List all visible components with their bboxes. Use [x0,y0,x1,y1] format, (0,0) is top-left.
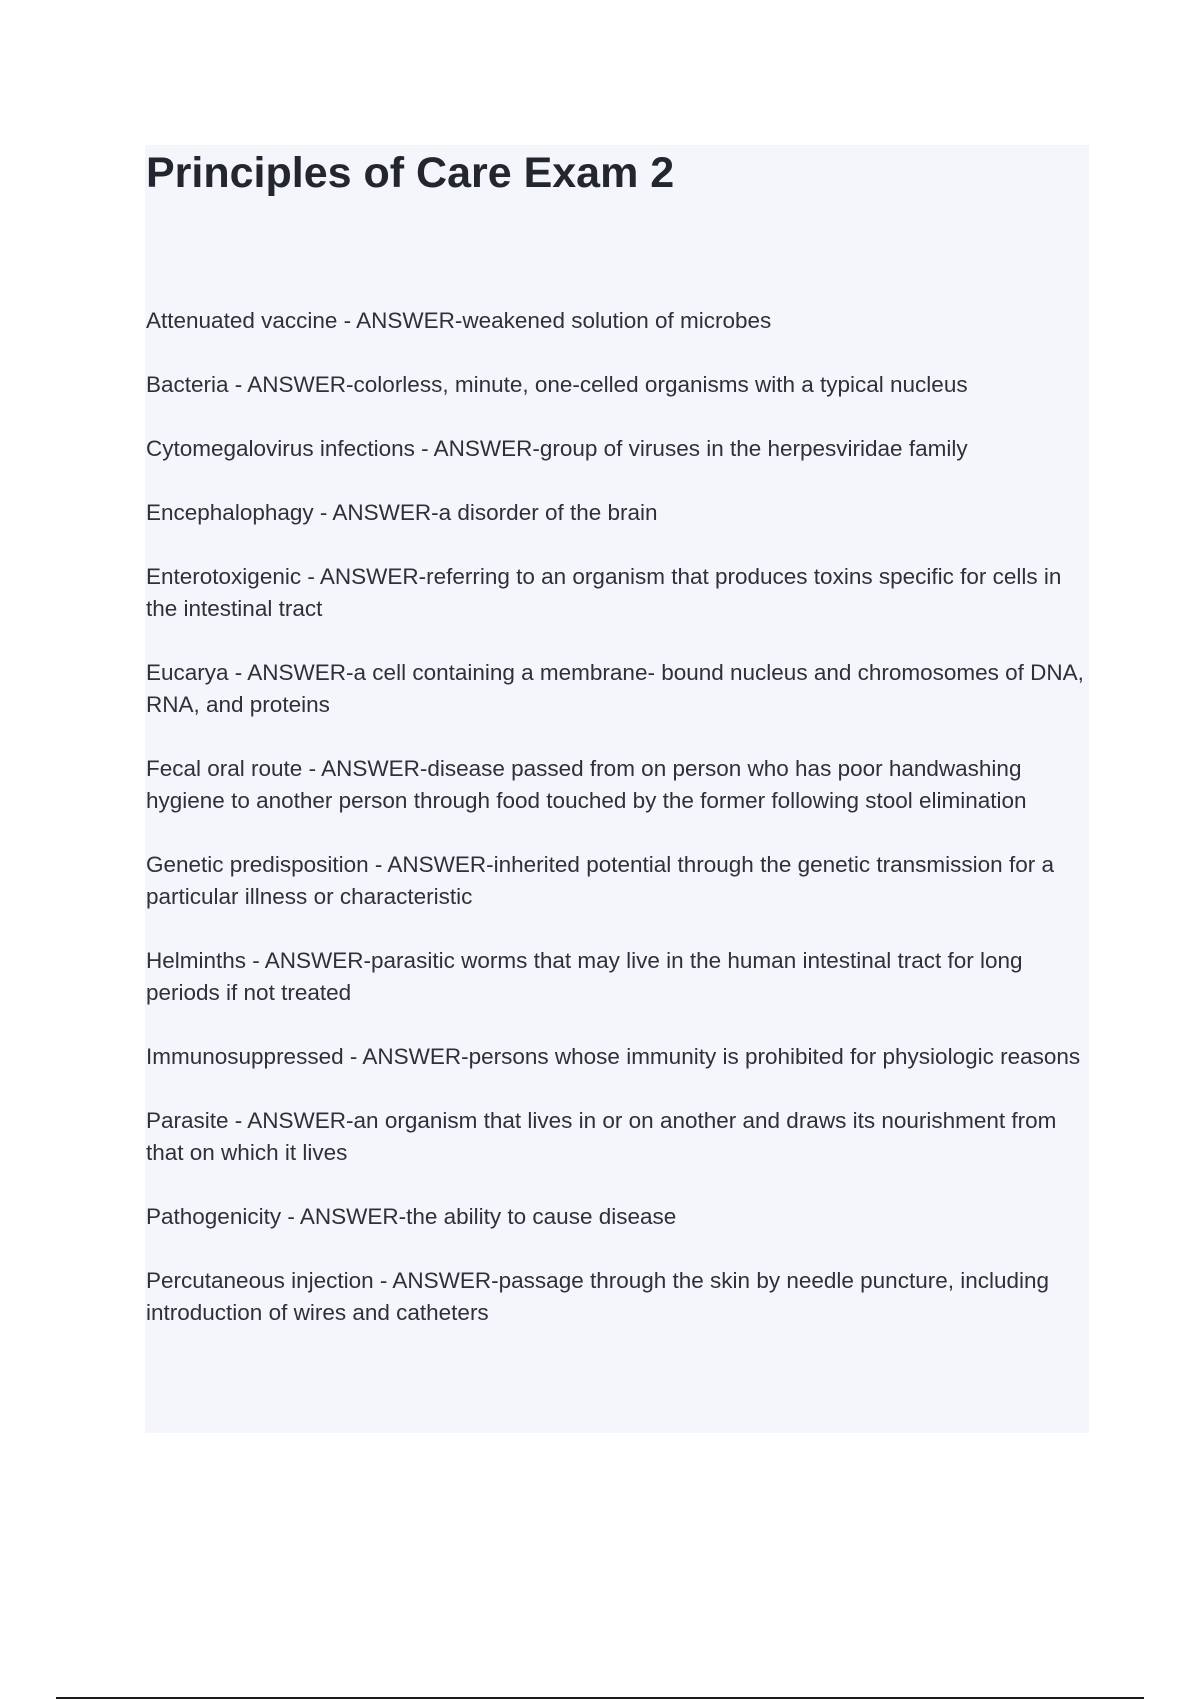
list-item: Pathogenicity - ANSWER-the ability to cause disease [146,1204,677,1229]
footer-divider [56,1697,1144,1699]
list-item: Parasite - ANSWER-an organism that lives in or on another and draws its nourishment from that on which it lives [146,1108,1057,1165]
entry-list [146,305,1091,1361]
list-item: Fecal oral route - ANSWER-disease passed from on person who has poor handwashing hygiene to another person through food touched by the former following stool elimination [146,756,1027,813]
page-title: Principles of Care Exam 2 [146,149,675,197]
list-item: Encephalophagy - ANSWER-a disorder of the brain [146,500,658,525]
list-item: Enterotoxigenic - ANSWER-referring to an organism that produces toxins specific for cells in the intestinal tract [146,564,1062,621]
list-item: Bacteria - ANSWER-colorless, minute, one-celled organisms with a typical nucleus [146,372,968,397]
list-item: Genetic predisposition - ANSWER-inherited potential through the genetic transmission for a particular illness or characteristic [146,852,1054,909]
list-item: Cytomegalovirus infections - ANSWER-group of viruses in the herpesviridae family [146,436,968,461]
list-item: Immunosuppressed - ANSWER-persons whose immunity is prohibited for physiologic reasons [146,1044,1081,1069]
list-item: Attenuated vaccine - ANSWER-weakened solution of microbes [146,308,772,333]
list-item: Percutaneous injection - ANSWER-passage through the skin by needle puncture, including introduction of wires and catheters [146,1268,1050,1325]
list-item: Helminths - ANSWER-parasitic worms that may live in the human intestinal tract for long periods if not treated [146,948,1023,1005]
list-item: Eucarya - ANSWER-a cell containing a membrane- bound nucleus and chromosomes of DNA, RNA, and proteins [146,660,1084,717]
